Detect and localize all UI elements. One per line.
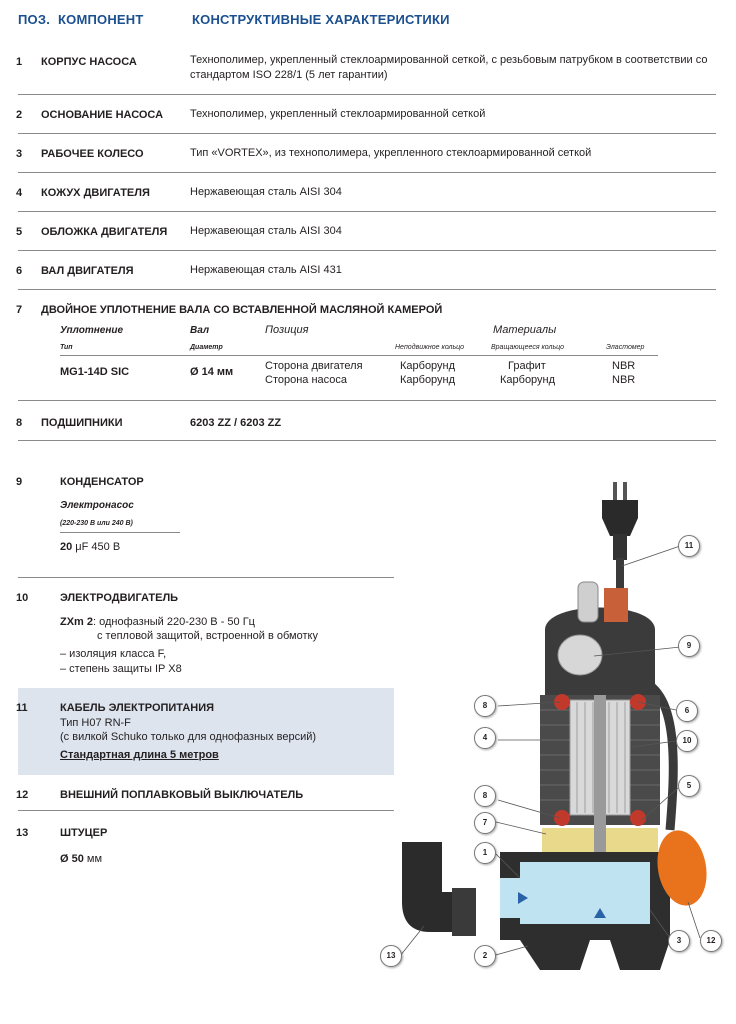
row-component: ОСНОВАНИЕ НАСОСА	[41, 109, 164, 121]
divider	[18, 250, 716, 251]
row-component: КОРПУС НАСОСА	[41, 56, 137, 68]
divider	[18, 440, 716, 441]
header-pos: ПОЗ.	[18, 12, 51, 27]
materials-header: Материалы	[493, 324, 557, 336]
divider	[18, 400, 716, 401]
row-component: ЭЛЕКТРОДВИГАТЕЛЬ	[60, 592, 179, 604]
callout-10: 10	[676, 730, 698, 752]
fixed-ring-subheader: Неподвижное кольцо	[395, 344, 465, 351]
shaft-diameter: Ø 14 мм	[190, 366, 234, 378]
seal-fixed-ring: Карборунд	[400, 360, 456, 372]
handle	[578, 582, 598, 622]
seal-position: Сторона двигателя	[265, 360, 363, 372]
power-cable	[616, 558, 624, 588]
cable-line-1: Тип H07 RN-F	[60, 717, 131, 729]
motor-line-4: – степень защиты IP X8	[60, 663, 182, 675]
shaft	[594, 695, 606, 875]
row-number: 11	[16, 702, 28, 714]
seal-header: Уплотнение	[60, 325, 124, 336]
seal-rotating-ring: Карборунд	[500, 374, 556, 386]
callout-8: 8	[474, 695, 496, 717]
elastomer-subheader: Эластомер	[606, 344, 645, 351]
row-component: ШТУЦЕР	[60, 827, 108, 839]
divider	[18, 289, 716, 290]
row-description: Нержавеющая сталь AISI 304	[190, 186, 342, 198]
row-number: 9	[16, 476, 23, 488]
callout-3: 3	[668, 930, 690, 952]
seal-position: Сторона насоса	[265, 374, 348, 386]
seal-type: MG1-14D SIC	[60, 366, 130, 378]
callout-11: 11	[678, 535, 700, 557]
header-characteristics: КОНСТРУКТИВНЫЕ ХАРАКТЕРИСТИКИ	[192, 12, 450, 27]
divider	[18, 172, 716, 173]
row-description: Тип «VORTEX», из технополимера, укрепленного стеклоармированной сеткой	[190, 147, 592, 159]
header-component: КОМПОНЕНТ	[58, 12, 144, 27]
fitting-value: Ø 50 мм	[60, 853, 103, 865]
pump-base	[520, 940, 670, 970]
position-header: Позиция	[265, 324, 309, 336]
motor-line-2: с тепловой защитой, встроенной в обмотку	[97, 630, 318, 642]
row-number: 7	[16, 304, 23, 316]
row-number: 10	[16, 592, 29, 604]
divider	[18, 133, 716, 134]
callout-2: 2	[474, 945, 496, 967]
row-number: 1	[16, 56, 23, 68]
shaft-header: Вал	[190, 325, 210, 336]
capacitor-subtitle: Электронасос	[60, 500, 134, 511]
rotating-ring-subheader: Вращающееся кольцо	[491, 344, 565, 351]
row-description: Технополимер, укрепленный стеклоармированной сеткой, с резьбовым патрубком в соответствии со стандартом ISO 228/1 (5 лет гарантии)	[190, 54, 708, 81]
row-number: 12	[16, 789, 29, 801]
capacitor-divider	[60, 532, 180, 533]
row-description: Технополимер, укрепленный стеклоармированной сеткой	[190, 108, 486, 120]
row-component: КОЖУХ ДВИГАТЕЛЯ	[41, 187, 150, 199]
row-number: 13	[16, 827, 29, 839]
row-component: ВАЛ ДВИГАТЕЛЯ	[41, 265, 134, 277]
row-component: ОБЛОЖКА ДВИГАТЕЛЯ	[41, 226, 168, 238]
cable-gland	[604, 588, 628, 622]
row-description: Нержавеющая сталь AISI 304	[190, 225, 342, 237]
seal-elastomer: NBR	[612, 374, 636, 386]
cable-line-2: (с вилкой Schuko только для однофазных версий)	[60, 731, 317, 743]
row-description: Нержавеющая сталь AISI 431	[190, 264, 342, 276]
seal-elastomer: NBR	[612, 360, 636, 372]
capacitor	[558, 635, 602, 675]
callout-4: 4	[474, 727, 496, 749]
type-subheader: Тип	[60, 344, 73, 351]
motor-line-3: – изоляция класса F,	[60, 648, 167, 660]
row-number: 3	[16, 148, 23, 160]
row-component: ВНЕШНИЙ ПОПЛАВКОВЫЙ ВЫКЛЮЧАТЕЛЬ	[60, 789, 304, 801]
divider	[18, 211, 716, 212]
capacitor-value: 20 μF 450 В	[60, 541, 121, 553]
callout-7: 7	[474, 812, 496, 834]
winding	[554, 810, 570, 826]
row-component: ДВОЙНОЕ УПЛОТНЕНИЕ ВАЛА СО ВСТАВЛЕННОЙ МАСЛЯНОЙ КАМЕРОЙ	[41, 304, 443, 316]
motor-line-1: ZXm 2: однофазный 220-230 В - 50 Гц	[60, 616, 255, 628]
row-number: 6	[16, 265, 23, 277]
seal-fixed-ring: Карборунд	[400, 374, 456, 386]
callout-5: 5	[678, 775, 700, 797]
row-number: 5	[16, 226, 23, 238]
callout-13: 13	[380, 945, 402, 967]
divider	[18, 810, 394, 811]
divider	[18, 577, 394, 578]
callout-1: 1	[474, 842, 496, 864]
row-component: РАБОЧЕЕ КОЛЕСО	[41, 148, 144, 160]
seal-divider	[60, 355, 658, 356]
winding	[630, 810, 646, 826]
callout-9: 9	[678, 635, 700, 657]
bearings-value: 6203 ZZ / 6203 ZZ	[190, 417, 282, 429]
row-component: КОНДЕНСАТОР	[60, 476, 144, 488]
row-number: 8	[16, 417, 23, 429]
row-component: КАБЕЛЬ ЭЛЕКТРОПИТАНИЯ	[60, 702, 215, 714]
cable-line-3: Стандартная длина 5 метров	[60, 749, 219, 761]
diameter-subheader: Диаметр	[190, 344, 223, 351]
row-component: ПОДШИПНИКИ	[41, 417, 123, 429]
elbow-fitting-icon	[402, 842, 476, 936]
row-number: 2	[16, 109, 23, 121]
callout-12: 12	[700, 930, 722, 952]
volute	[520, 862, 650, 924]
divider	[18, 94, 716, 95]
callout-8: 8	[474, 785, 496, 807]
capacitor-voltage-note: (220-230 В или 240 В)	[60, 520, 133, 527]
callout-6: 6	[676, 700, 698, 722]
row-number: 4	[16, 187, 23, 199]
schuko-plug-icon	[602, 482, 638, 560]
seal-rotating-ring: Графит	[508, 360, 546, 372]
